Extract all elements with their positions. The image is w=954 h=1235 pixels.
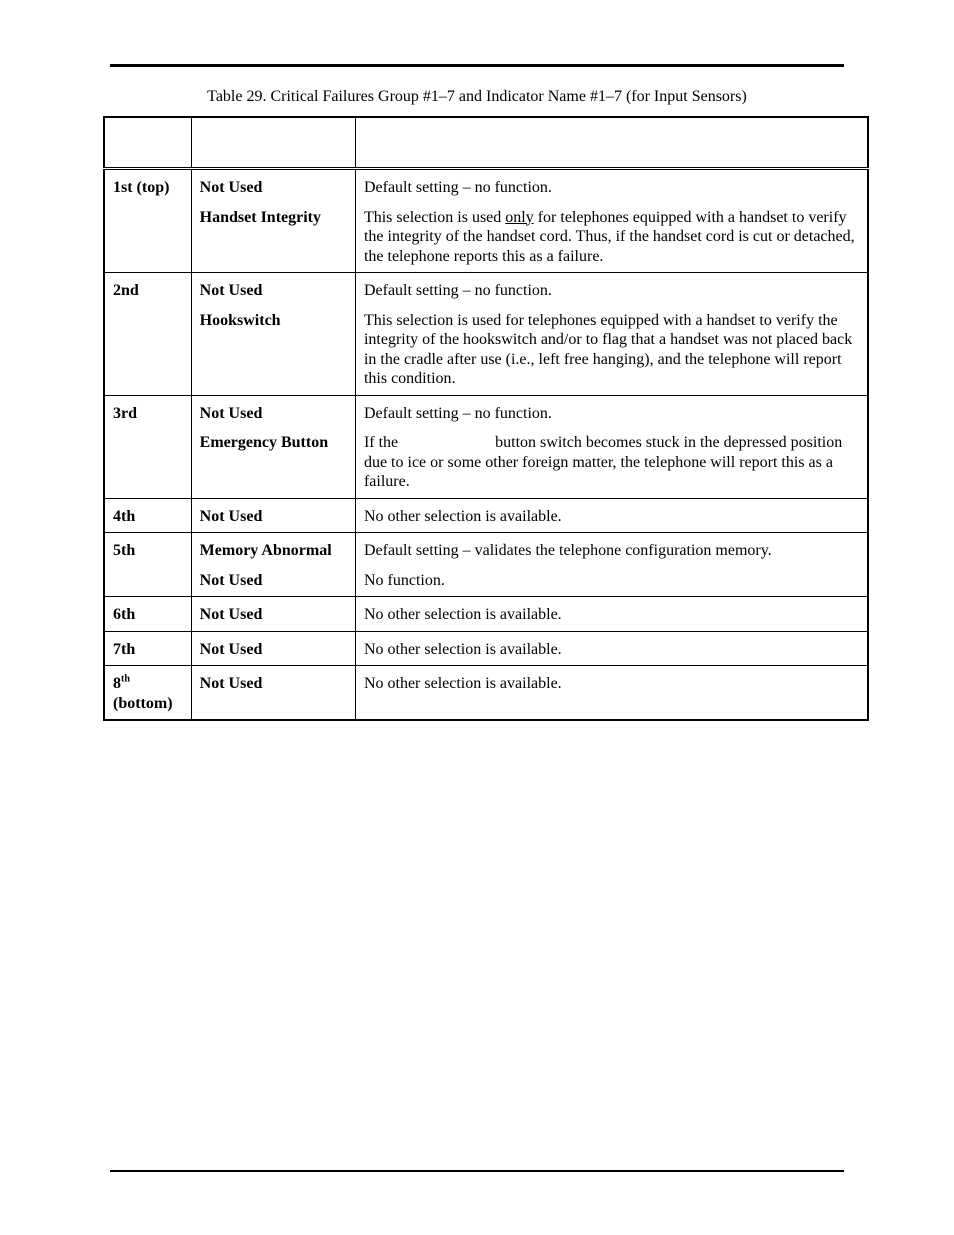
row-descriptions	[355, 597, 868, 632]
description-text: Default setting – no function.	[363, 282, 552, 299]
row-position: 7th	[104, 631, 191, 666]
description-text: No other selection is available.	[363, 606, 562, 623]
selection-option: Not Used	[199, 404, 263, 422]
header-cell-description	[355, 117, 868, 169]
description-text: This selection is used for telephones equipped with a handset to verify the integrity of the hookswitch and/or to flag that a handset was not placed back in the cradle after use (i.e., left free hanging), and the telephone will report this condition.	[363, 311, 853, 387]
selection-option: Hookswitch	[199, 311, 281, 329]
row-position: 1st (top)	[104, 169, 191, 273]
table-row	[104, 395, 868, 498]
row-selections	[191, 666, 355, 721]
row-descriptions	[355, 395, 868, 498]
selection-option: Memory Abnormal	[199, 542, 332, 559]
row-descriptions	[355, 169, 868, 273]
row-selections	[191, 631, 355, 666]
description-text: Default setting – no function.	[363, 179, 552, 196]
row-descriptions	[355, 273, 868, 396]
description-text: Default setting – no function.	[363, 404, 552, 422]
row-descriptions	[355, 498, 868, 533]
table-row	[104, 273, 868, 396]
selection-option: Not Used	[199, 282, 263, 299]
row-position: 4th	[104, 498, 191, 533]
description-text: Default setting – validates the telephone configuration memory.	[363, 542, 772, 559]
header-cell-position	[104, 117, 191, 169]
selection-option: Not Used	[199, 606, 263, 623]
row-selections	[191, 395, 355, 498]
table-caption: Table 29. Critical Failures Group #1–7 and Indicator Name #1–7 (for Input Sensors)	[207, 88, 747, 105]
description-text: No function.	[363, 571, 445, 589]
header-cell-selection	[191, 117, 355, 169]
row-selections	[191, 597, 355, 632]
row-position: 2nd	[104, 273, 191, 396]
description-text: No other selection is available.	[363, 640, 562, 658]
table-row	[104, 631, 868, 666]
table-row	[104, 533, 868, 597]
table-row	[104, 498, 868, 533]
header-rule	[110, 64, 844, 67]
description-text: If the button switch becomes stuck in the depressed position due to ice or some other foreign matter, the telephone will report this as a failure.	[363, 434, 843, 490]
selection-option: Not Used	[199, 571, 263, 589]
row-position: 8th (bottom)	[104, 666, 191, 721]
footer-rule	[110, 1170, 844, 1172]
selection-option: Not Used	[199, 640, 263, 658]
row-selections	[191, 498, 355, 533]
critical-failures-table	[103, 116, 869, 721]
row-position: 3rd	[104, 395, 191, 498]
description-text: No other selection is available.	[363, 675, 562, 692]
selection-option: Not Used	[199, 675, 263, 692]
table-header-row	[104, 117, 868, 169]
table-row	[104, 169, 868, 273]
row-selections	[191, 169, 355, 273]
selection-option: Emergency Button	[199, 434, 329, 451]
row-position: 5th	[104, 533, 191, 597]
table-row	[104, 597, 868, 632]
description-text: This selection is used only for telephones equipped with a handset to verify the integrity of the handset cord. Thus, if the handset cord is cut or detached, the telephone reports this as a failure.	[363, 208, 855, 265]
row-selections	[191, 533, 355, 597]
description-text: No other selection is available.	[363, 507, 562, 525]
row-descriptions	[355, 666, 868, 721]
emphasis-only: only	[505, 208, 534, 226]
selection-option: Not Used	[199, 507, 263, 525]
row-position: 6th	[104, 597, 191, 632]
table-row	[104, 666, 868, 721]
row-descriptions	[355, 631, 868, 666]
row-selections	[191, 273, 355, 396]
row-descriptions	[355, 533, 868, 597]
selection-option: Not Used	[199, 179, 263, 196]
selection-option: Handset Integrity	[199, 208, 321, 226]
